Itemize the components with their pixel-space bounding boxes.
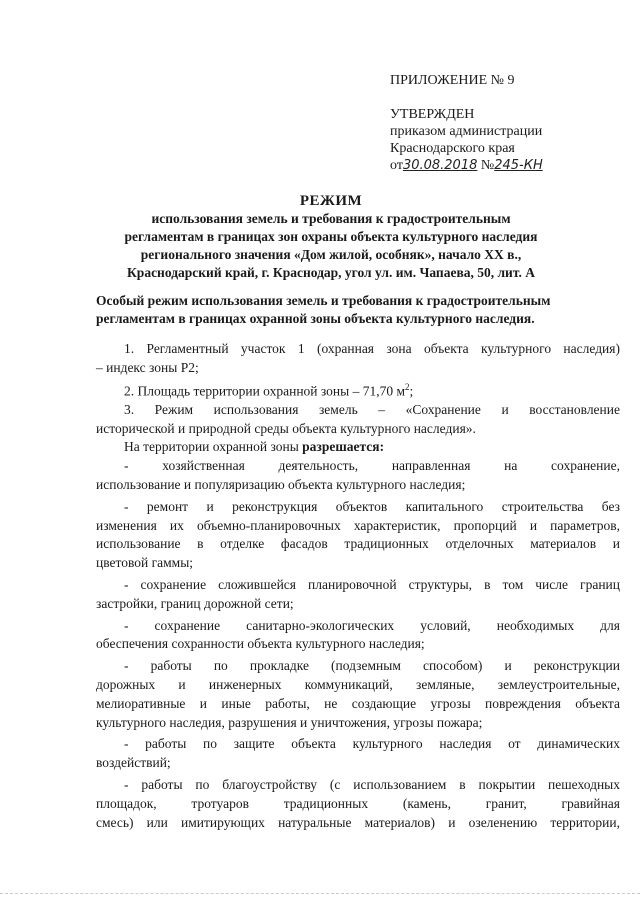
handwritten-number: 245-КН	[494, 158, 543, 173]
paragraph-line: цветовой гаммы;	[96, 555, 194, 571]
paragraph-line: мелиоративные и иные работы, не создающие угрозы повреждения объекта	[96, 695, 620, 711]
item-1-line: 1. Регламентный участок 1 (охранная зона объекта культурного наследия)	[124, 341, 620, 356]
title-line: Краснодарский край, г. Краснодар, угол ул. им. Чапаева, 50, лит. А	[127, 265, 535, 280]
paragraph-line: дорожных и инженерных коммуникаций, земляные, землеустроительные,	[96, 677, 620, 693]
subtitle-line: регламентам в границах охранной зоны объекта культурного наследия.	[96, 311, 535, 326]
approval-authority-line: Краснодарского края	[390, 141, 515, 156]
approval-date-line	[390, 157, 543, 174]
section-subtitle	[96, 292, 620, 328]
paragraph	[96, 617, 620, 655]
title-heading: РЕЖИМ	[299, 193, 363, 209]
approved-label: УТВЕРЖДЕН	[390, 107, 475, 122]
paragraph-line: - ремонт и реконструкция объектов капитального строительства без	[124, 498, 620, 514]
paragraph-line: использование в отделке фасадов традиционных отделочных материалов и	[96, 536, 620, 552]
item-1-line: – индекс зоны Р2;	[96, 359, 199, 375]
paragraph	[96, 576, 620, 614]
appendix-number: ПРИЛОЖЕНИЕ № 9	[390, 73, 515, 88]
item-3-line: 3. Режим использования земель – «Сохранение и восстановление	[124, 401, 620, 417]
allowed-heading	[96, 438, 620, 457]
document-body	[96, 340, 620, 832]
scan-edge-line	[0, 893, 640, 895]
paragraph-line: - работы по защите объекта культурного наследия от динамических	[124, 736, 620, 752]
paragraph	[96, 776, 620, 832]
paragraph-line: использование и популяризацию объекта культурного наследия;	[96, 477, 466, 493]
title-line: использования земель и требования к градостроительным	[151, 211, 511, 226]
item-2-end: ;	[409, 383, 414, 399]
paragraph-line: - сохранение санитарно-экологических условий, необходимых для	[124, 617, 620, 633]
paragraph-line: культурного наследия, разрушения и уничтожения, угрозы пожара;	[96, 714, 483, 730]
paragraph-line: - сохранение сложившейся планировочной структуры, в том числе границ	[124, 577, 620, 593]
paragraph-line: - работы по благоустройству (с использованием в покрытии пешеходных	[124, 777, 620, 793]
paragraph	[96, 498, 620, 573]
paragraph-line: - работы по прокладке (подземным способом) и реконструкции	[124, 658, 620, 674]
document-title	[96, 192, 566, 282]
paragraph-line: площадок, тротуаров традиционных (камень, гранит, гравийная	[96, 795, 620, 811]
item-2-text: 2. Площадь территории охранной зоны – 71,70 м	[124, 383, 405, 399]
item-2-line	[96, 378, 620, 401]
paragraph-line: изменения их объемно-планировочных характеристик, пропорций и параметров,	[96, 517, 620, 533]
number-prefix: №	[480, 158, 495, 173]
paragraph	[96, 657, 620, 732]
handwritten-date: 30.08.2018	[402, 158, 478, 173]
paragraph	[96, 735, 620, 773]
paragraph-line: обеспечения сохранности объекта культурного наследия;	[96, 636, 425, 652]
subtitle-line: Особый режим использования земель и требования к градостроительным	[96, 293, 551, 308]
approval-order-line: приказом администрации	[390, 124, 543, 139]
item-3-line: исторической и природной среды объекта культурного наследия».	[96, 420, 476, 436]
allowed-prefix: На территории охранной зоны	[124, 439, 303, 455]
title-line: регламентам в границах зон охраны объекта культурного наследия	[124, 229, 538, 244]
title-line: регионального значения «Дом жилой, особняк», начало XX в.,	[140, 247, 522, 262]
allowed-keyword: разрешается:	[302, 439, 385, 455]
from-prefix: от	[390, 158, 403, 173]
paragraph-line: - хозяйственная деятельность, направленная на сохранение,	[124, 458, 620, 474]
item-2-superscript: 2	[404, 381, 410, 392]
paragraph-line: смесь) или имитирующих натуральные материалов) и озеленению территории,	[96, 814, 620, 830]
paragraph-line: застройки, границ дорожной сети;	[96, 595, 294, 611]
paragraph	[96, 457, 620, 495]
paragraph-line: воздействий;	[96, 755, 171, 771]
